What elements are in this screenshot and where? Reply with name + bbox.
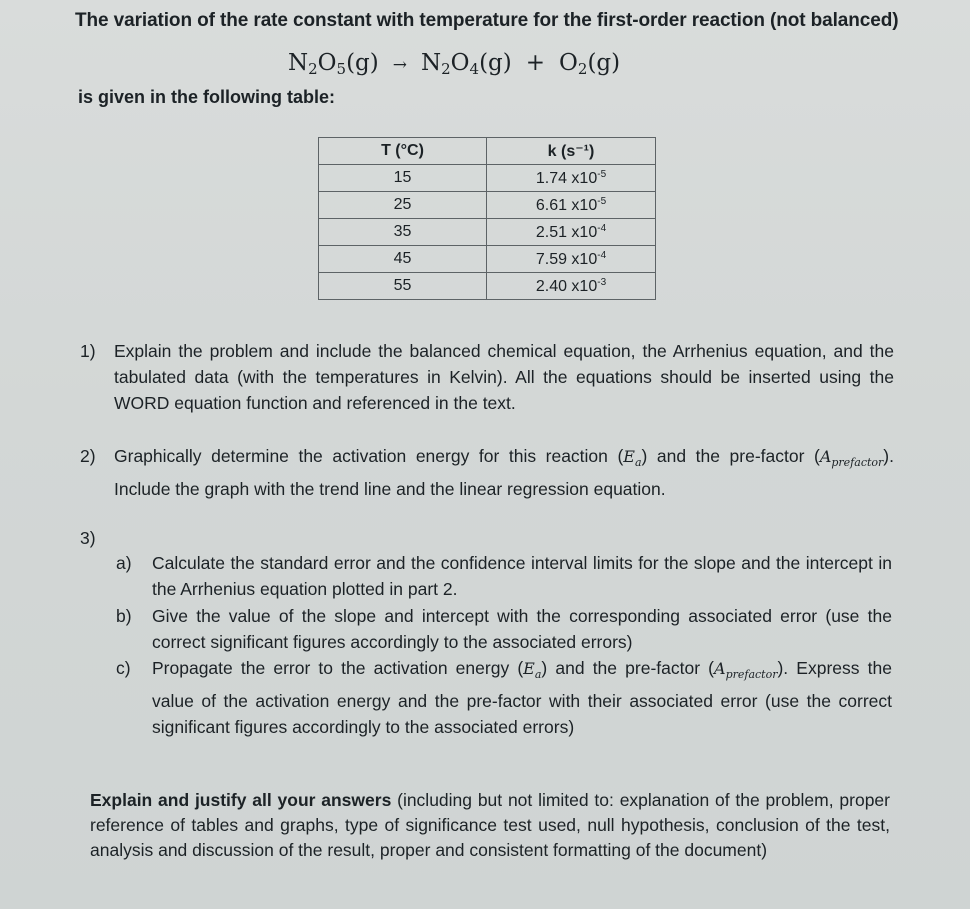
question-2 bbox=[80, 443, 894, 502]
rate-constant-cell: 6.61 $x10^{-5}$ bbox=[487, 192, 656, 219]
question-3c bbox=[116, 655, 892, 740]
table-header-row bbox=[319, 138, 656, 165]
question-text: Explain the problem and include the balanced chemical equation, the Arrhenius equation, and the tabulated data (with the temperatures in Kelvin). All the equations should be inserted using the WORD equation function and referenced in the text. bbox=[114, 341, 894, 413]
table-row bbox=[319, 165, 656, 192]
subquestion-label: a) bbox=[116, 553, 132, 573]
rate-constant-cell: 2.51 $x10^{-4}$ bbox=[487, 219, 656, 246]
closing-instructions bbox=[90, 788, 890, 863]
table-row bbox=[319, 192, 656, 219]
activation-energy-symbol: $E_a$ bbox=[623, 447, 642, 470]
question-3b bbox=[116, 603, 892, 655]
temperature-cell: 55 bbox=[319, 273, 487, 300]
question-3a bbox=[116, 550, 892, 602]
header-rate-constant: k (s⁻¹) bbox=[487, 138, 656, 165]
subquestion-label: c) bbox=[116, 658, 131, 678]
table-row bbox=[319, 219, 656, 246]
temperature-cell: 35 bbox=[319, 219, 487, 246]
subquestion-text: Give the value of the slope and intercept with the corresponding associated error (use the correct significant figures accordingly to the associated errors) bbox=[152, 606, 892, 652]
subquestion-text: Propagate the error to the activation energy $(E_a)$ and the pre-factor $(A_{prefactor})$. Express the value of the activation energy and the pre-factor with their associated error (use the correct significant figures accordingly to the associated errors) bbox=[152, 658, 892, 738]
temperature-cell: 45 bbox=[319, 246, 487, 273]
rate-constant-cell: 7.59 $x10^{-4}$ bbox=[487, 246, 656, 273]
closing-text: (including but not limited to: explanation of the problem, proper reference of tables and graphs, type of significance test used, null hypothesis, conclusion of the test, analysis and discussion of the result, proper and consistent formatting of the document) bbox=[90, 790, 890, 860]
question-1 bbox=[80, 338, 894, 416]
equation-product-1: $N_2O_4(g)$ bbox=[421, 50, 512, 78]
table-row bbox=[319, 246, 656, 273]
question-number: 2) bbox=[80, 446, 96, 466]
reaction-equation bbox=[288, 50, 620, 78]
temperature-cell: 15 bbox=[319, 165, 487, 192]
question-number: 3) bbox=[80, 528, 96, 548]
equation-plus: + bbox=[525, 50, 546, 76]
subquestion-text: Calculate the standard error and the confidence interval limits for the slope and the intercept in the Arrhenius equation plotted in part 2. bbox=[152, 553, 892, 599]
activation-energy-symbol: $E_a$ bbox=[523, 659, 542, 682]
header-temperature: T (°C) bbox=[319, 138, 487, 165]
rate-constant-cell: 2.40 $x10^{-3}$ bbox=[487, 273, 656, 300]
rate-constant-table bbox=[318, 137, 656, 300]
prefactor-symbol: $A_{prefactor}$ bbox=[819, 447, 884, 470]
temperature-cell: 25 bbox=[319, 192, 487, 219]
question-number: 1) bbox=[80, 341, 96, 361]
question-text: Graphically determine the activation energy for this reaction $(E_a)$ and the pre-factor $(A_{prefactor})$. Include the graph with the trend line and the linear regression equation. bbox=[114, 446, 894, 500]
table-row bbox=[319, 273, 656, 300]
prefactor-symbol: $A_{prefactor}$ bbox=[714, 659, 778, 682]
equation-reactant: $N_2O_5(g)$ bbox=[288, 50, 379, 78]
problem-title: The variation of the rate constant with temperature for the first-order reaction (not balanced) bbox=[75, 10, 899, 31]
subquestion-label: b) bbox=[116, 606, 132, 626]
equation-product-2: $O_2(g)$ bbox=[559, 50, 621, 78]
rate-constant-cell: 1.74 $x10^{-5}$ bbox=[487, 165, 656, 192]
closing-bold-text: Explain and justify all your answers bbox=[90, 790, 392, 810]
table-intro: is given in the following table: bbox=[78, 87, 336, 107]
reaction-arrow: → bbox=[392, 55, 407, 75]
